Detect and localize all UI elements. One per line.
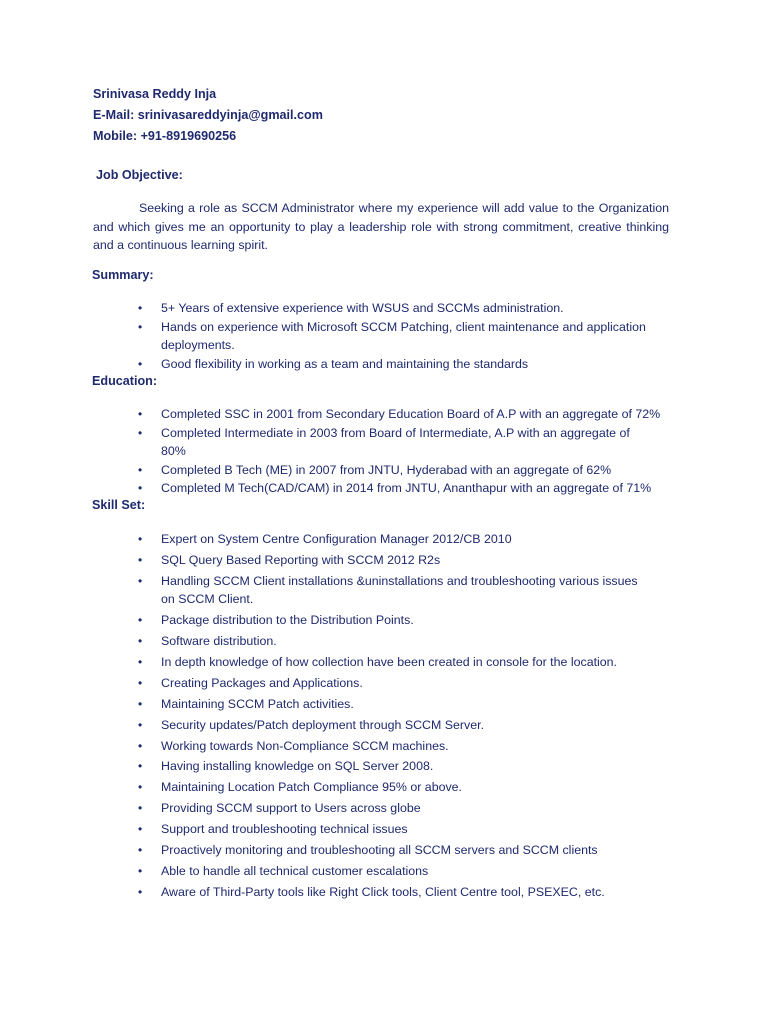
bullet-icon: • <box>138 863 143 878</box>
bullet-icon: • <box>138 425 143 440</box>
bullet-icon: • <box>138 884 143 899</box>
bullet-icon: • <box>138 842 143 857</box>
list-item: • Completed B Tech (ME) in 2007 from JNTU, Hyderabad with an aggregate of 62% <box>138 461 698 480</box>
list-item: • Support and troubleshooting technical issues <box>138 820 698 839</box>
bullet-icon: • <box>138 634 143 649</box>
bullet-icon: • <box>138 738 143 753</box>
list-item: • Security updates/Patch deployment through SCCM Server. <box>138 716 698 735</box>
bullet-icon: • <box>138 822 143 837</box>
list-item: • Expert on System Centre Configuration Manager 2012/CB 2010 <box>138 530 698 549</box>
bullet-icon: • <box>138 532 143 546</box>
list-item: • Good flexibility in working as a team and maintaining the standards <box>138 355 698 374</box>
bullet-icon: • <box>138 717 143 732</box>
list-item: • Providing SCCM support to Users across globe <box>138 799 698 818</box>
bullet-icon: • <box>138 696 143 711</box>
bullet-icon: • <box>138 356 143 371</box>
list-item: • Hands on experience with Microsoft SCCM Patching, client maintenance and application deployments. <box>138 319 646 352</box>
education-list <box>138 405 698 498</box>
summary-heading: Summary: <box>92 268 154 282</box>
list-item: • Handling SCCM Client installations &uninstallations and troubleshooting various issues on SCCM Client. <box>138 573 638 607</box>
objective-heading: Job Objective: <box>96 168 183 182</box>
bullet-icon: • <box>138 301 143 315</box>
list-item: • Package distribution to the Distribution Points. <box>138 611 698 630</box>
objective-paragraph <box>93 199 669 255</box>
bullet-icon: • <box>138 654 143 669</box>
list-item: • Maintaining SCCM Patch activities. <box>138 695 698 714</box>
list-item: • Proactively monitoring and troubleshooting all SCCM servers and SCCM clients <box>138 841 698 860</box>
skills-heading: Skill Set: <box>92 498 146 512</box>
candidate-name: Srinivasa Reddy Inja <box>93 87 217 101</box>
objective-text: Seeking a role as SCCM Administrator where my experience will add value to the Organization and which gives me an opportunity to play a leadership role with strong commitment, creative thinking and a continuous learning spirit. <box>93 201 669 252</box>
bullet-icon: • <box>138 675 143 690</box>
list-item: • Maintaining Location Patch Compliance 95% or above. <box>138 778 698 797</box>
list-item: • Completed SSC in 2001 from Secondary Education Board of A.P with an aggregate of 72% <box>138 405 698 424</box>
education-heading: Education: <box>92 374 158 388</box>
list-item: • 5+ Years of extensive experience with WSUS and SCCMs administration. <box>138 299 698 318</box>
list-item: • Software distribution. <box>138 632 698 651</box>
bullet-icon: • <box>138 481 143 495</box>
list-item: • Aware of Third-Party tools like Right Click tools, Client Centre tool, PSEXEC, etc. <box>138 883 698 902</box>
bullet-icon: • <box>138 573 143 588</box>
list-item: • Completed M Tech(CAD/CAM) in 2014 from JNTU, Ananthapur with an aggregate of 71% <box>138 479 698 498</box>
list-item: • Creating Packages and Applications. <box>138 674 698 693</box>
bullet-icon: • <box>138 780 143 795</box>
bullet-icon: • <box>138 552 143 567</box>
bullet-icon: • <box>138 462 143 477</box>
list-item: • Completed Intermediate in 2003 from Board of Intermediate, A.P with an aggregate of 80% <box>138 425 630 458</box>
summary-list <box>138 299 698 373</box>
bullet-icon: • <box>138 801 143 816</box>
list-item: • Working towards Non-Compliance SCCM machines. <box>138 737 698 756</box>
list-item: • In depth knowledge of how collection have been created in console for the location. <box>138 653 698 672</box>
bullet-icon: • <box>138 759 143 774</box>
email-line: E-Mail: srinivasareddyinja@gmail.com <box>93 108 323 122</box>
list-item: • Having installing knowledge on SQL Server 2008. <box>138 757 698 776</box>
bullet-icon: • <box>138 319 143 334</box>
bullet-icon: • <box>138 407 143 421</box>
mobile-line: Mobile: +91-8919690256 <box>93 129 237 143</box>
skills-list <box>138 530 698 904</box>
list-item: • SQL Query Based Reporting with SCCM 2012 R2s <box>138 551 698 570</box>
bullet-icon: • <box>138 613 143 628</box>
list-item: • Able to handle all technical customer escalations <box>138 862 698 881</box>
